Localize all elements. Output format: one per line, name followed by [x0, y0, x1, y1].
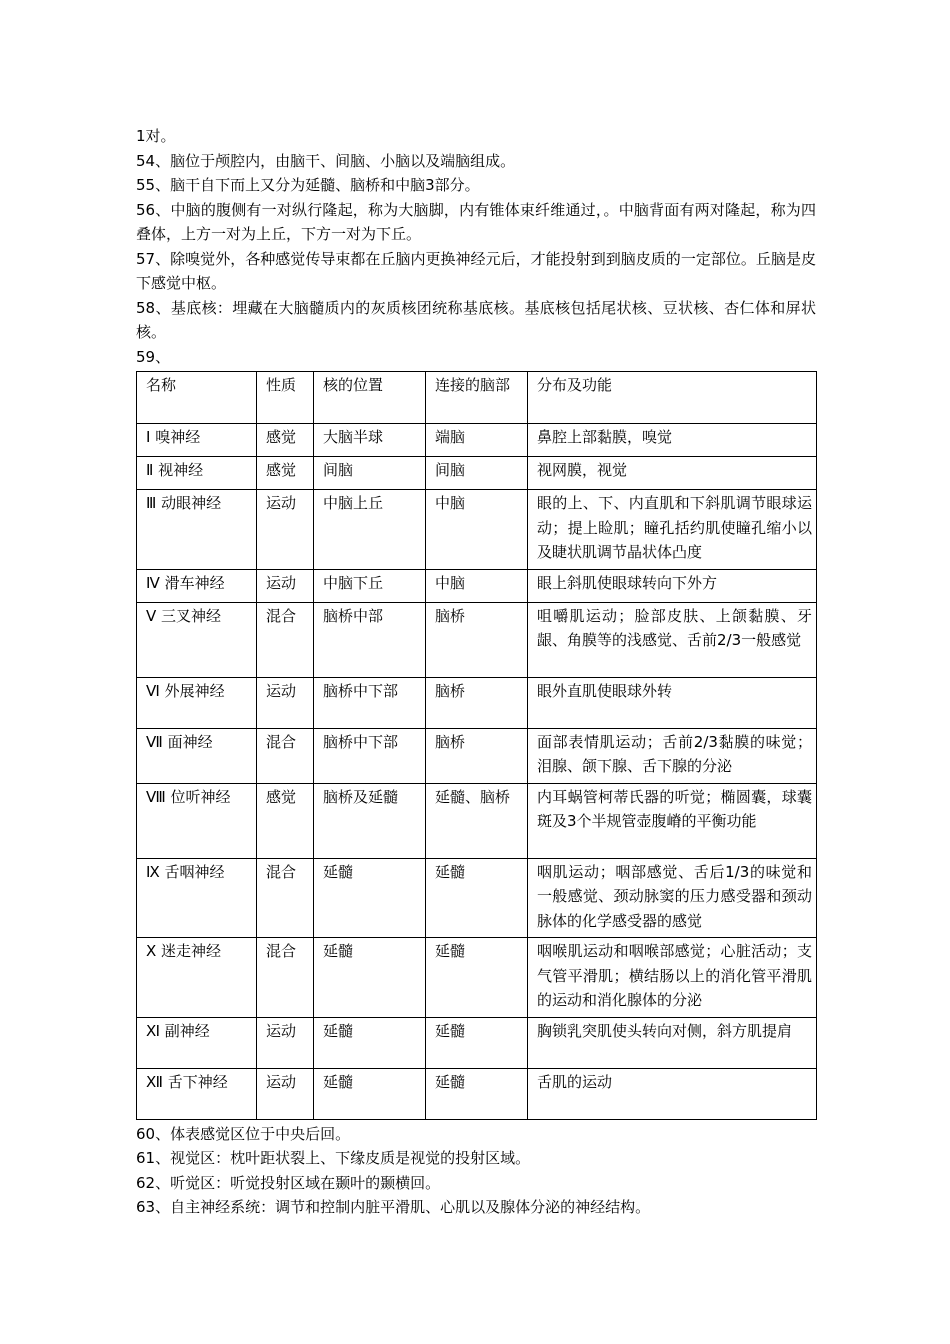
table-cell: Ⅵ 外展神经 [137, 677, 257, 728]
table-cell: Ⅰ 嗅神经 [137, 424, 257, 457]
table-cell: 眼上斜肌使眼球转向下外方 [528, 569, 817, 602]
paragraph: 54、脑位于颅腔内，由脑干、间脑、小脑以及端脑组成。 [136, 151, 516, 170]
table-cell: 大脑半球 [314, 424, 426, 457]
table-row [137, 677, 817, 728]
table-cell: 中脑上丘 [314, 490, 426, 570]
table-cell: 脑桥中下部 [314, 677, 426, 728]
table-cell: 脑桥及延髓 [314, 783, 426, 858]
table-cell: 咽喉肌运动和咽喉部感觉；心脏活动；支气管平滑肌；横结肠以上的消化管平滑肌的运动和消化腺体的分泌 [528, 938, 817, 1018]
table-cell: 脑桥 [426, 677, 528, 728]
table-cell: 运动 [257, 1017, 314, 1068]
paragraph: 1对。 [136, 127, 176, 145]
paragraph: 59、 [136, 347, 171, 366]
paragraphs-after [136, 1122, 816, 1220]
table-cell: Ⅲ 动眼神经 [137, 490, 257, 570]
table-cell: 视网膜，视觉 [528, 457, 817, 490]
table-row [137, 783, 817, 858]
table-cell: Ⅶ 面神经 [137, 728, 257, 783]
table-cell: Ⅹ 迷走神经 [137, 938, 257, 1018]
paragraph: 56、中脑的腹侧有一对纵行隆起，称为大脑脚，内有锥体束纤维通过，。中脑背面有两对隆起，称为四叠体，上方一对为上丘，下方一对为下丘。 [136, 200, 816, 243]
paragraph: 57、除嗅觉外，各种感觉传导束都在丘脑内更换神经元后，才能投射到到脑皮质的一定部位。丘脑是皮下感觉中枢。 [136, 249, 816, 292]
table-cell: 间脑 [314, 457, 426, 490]
table-cell: 脑桥 [426, 728, 528, 783]
paragraph: 61、视觉区：枕叶距状裂上、下缘皮质是视觉的投射区域。 [136, 1149, 531, 1167]
table-row [137, 938, 817, 1018]
table-row [137, 858, 817, 938]
table-row [137, 457, 817, 490]
table-row [137, 602, 817, 677]
table-cell: 混合 [257, 858, 314, 938]
table-cell: 延髓 [314, 938, 426, 1018]
table-cell: 感觉 [257, 457, 314, 490]
table-cell: 延髓 [426, 938, 528, 1018]
table-row [137, 569, 817, 602]
table-cell: 脑桥 [426, 602, 528, 677]
table-cell: 延髓 [426, 1068, 528, 1119]
table-cell: 舌肌的运动 [528, 1068, 817, 1119]
table-cell: 面部表情肌运动；舌前2/3黏膜的味觉；泪腺、颌下腺、舌下腺的分泌 [528, 728, 817, 783]
paragraphs-before [136, 124, 816, 369]
table-cell: 延髓、脑桥 [426, 783, 528, 858]
table-cell: 眼的上、下、内直肌和下斜肌调节眼球运动；提上睑肌；瞳孔括约肌使瞳孔缩小以及睫状肌调节晶状体凸度 [528, 490, 817, 570]
table-row [137, 1068, 817, 1119]
table-cell: 胸锁乳突肌使头转向对侧，斜方肌提肩 [528, 1017, 817, 1068]
table-row [137, 728, 817, 783]
header-cell: 性质 [257, 372, 314, 424]
table-row [137, 1017, 817, 1068]
table-cell: 眼外直肌使眼球外转 [528, 677, 817, 728]
table-cell: 运动 [257, 677, 314, 728]
table-cell: Ⅻ 舌下神经 [137, 1068, 257, 1119]
table-cell: 中脑 [426, 490, 528, 570]
table-cell: 混合 [257, 602, 314, 677]
table-cell: 中脑下丘 [314, 569, 426, 602]
table-cell: 咽肌运动；咽部感觉、舌后1/3的味觉和一般感觉、颈动脉窦的压力感受器和颈动脉体的化学感受器的感觉 [528, 858, 817, 938]
document-page [136, 124, 816, 1220]
table-cell: 延髓 [426, 1017, 528, 1068]
table-cell: 混合 [257, 938, 314, 1018]
header-cell: 核的位置 [314, 372, 426, 424]
table-cell: 脑桥中部 [314, 602, 426, 677]
paragraph: 58、基底核：埋藏在大脑髓质内的灰质核团统称基底核。基底核包括尾状核、豆状核、杏仁体和屏状核。 [136, 298, 816, 341]
table-cell: 感觉 [257, 783, 314, 858]
table-cell: 咀嚼肌运动；脸部皮肤、上颌黏膜、牙龈、角膜等的浅感觉、舌前2/3一般感觉 [528, 602, 817, 677]
table-cell: Ⅳ 滑车神经 [137, 569, 257, 602]
table-cell: 中脑 [426, 569, 528, 602]
table-cell: Ⅸ 舌咽神经 [137, 858, 257, 938]
table-cell: Ⅷ 位听神经 [137, 783, 257, 858]
table-cell: Ⅱ 视神经 [137, 457, 257, 490]
table-cell: 感觉 [257, 424, 314, 457]
table-cell: 内耳蜗管柯蒂氏器的听觉；椭圆囊，球囊斑及3个半规管壶腹嵴的平衡功能 [528, 783, 817, 858]
table-cell: 延髓 [314, 1017, 426, 1068]
header-cell: 连接的脑部 [426, 372, 528, 424]
header-cell: 名称 [137, 372, 257, 424]
table-cell: 脑桥中下部 [314, 728, 426, 783]
table-cell: 延髓 [426, 858, 528, 938]
table-header-row [137, 372, 817, 424]
table-cell: 运动 [257, 1068, 314, 1119]
table-cell: 混合 [257, 728, 314, 783]
table-cell: 端脑 [426, 424, 528, 457]
paragraph: 60、体表感觉区位于中央后回。 [136, 1124, 351, 1143]
table-cell: 延髓 [314, 1068, 426, 1119]
table-cell: 延髓 [314, 858, 426, 938]
table-cell: 运动 [257, 569, 314, 602]
table-cell: Ⅴ 三叉神经 [137, 602, 257, 677]
paragraph: 62、听觉区：听觉投射区域在颞叶的颞横回。 [136, 1173, 441, 1192]
paragraph: 63、自主神经系统：调节和控制内脏平滑肌、心肌以及腺体分泌的神经结构。 [136, 1198, 651, 1216]
table-cell: 运动 [257, 490, 314, 570]
cranial-nerves-table [136, 371, 817, 1120]
table-row [137, 490, 817, 570]
paragraph: 55、脑干自下而上又分为延髓、脑桥和中脑3部分。 [136, 176, 480, 194]
table-cell: Ⅺ 副神经 [137, 1017, 257, 1068]
table-cell: 间脑 [426, 457, 528, 490]
table-cell: 鼻腔上部黏膜，嗅觉 [528, 424, 817, 457]
header-cell: 分布及功能 [528, 372, 817, 424]
table-row [137, 424, 817, 457]
